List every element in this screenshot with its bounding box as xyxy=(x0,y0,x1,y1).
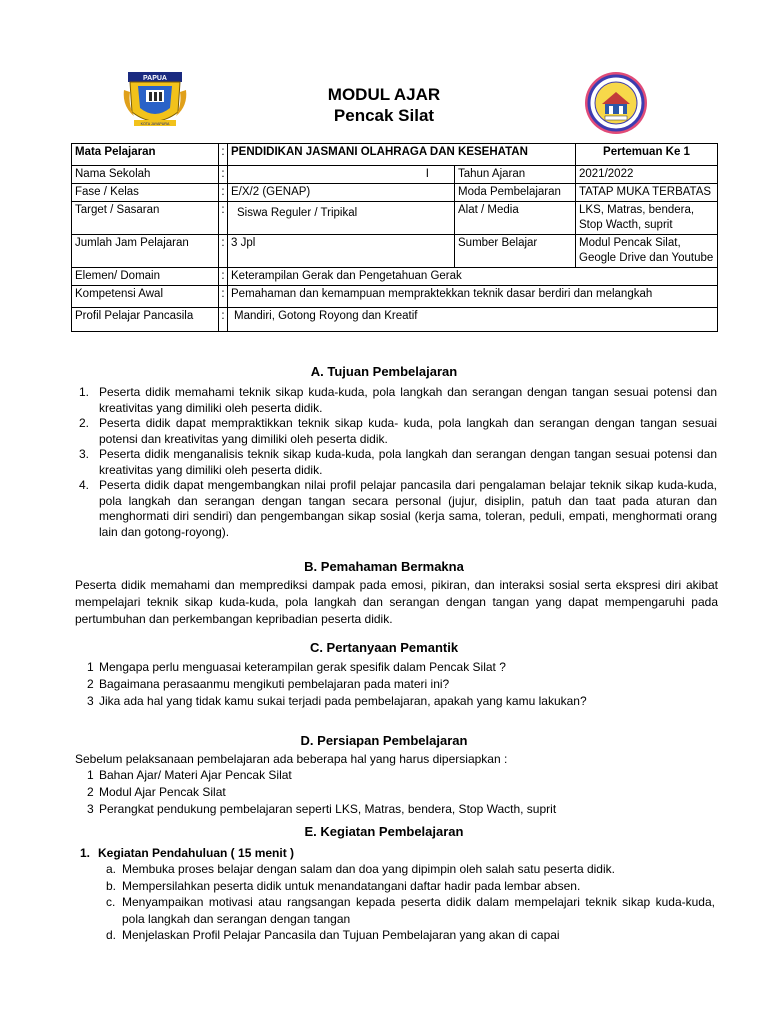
table-row xyxy=(72,268,718,286)
section-e-heading: E. Kegiatan Pembelajaran xyxy=(304,824,464,839)
colon: : xyxy=(219,184,228,202)
alat-label: Alat / Media xyxy=(455,202,576,235)
list-number: 3. xyxy=(79,447,90,461)
nama-sekolah-label: Nama Sekolah xyxy=(72,166,219,184)
list-item xyxy=(75,416,717,447)
list-text: Bagaimana perasaanmu mengikuti pembelajaran pada materi ini? xyxy=(99,677,450,691)
list-text: Modul Ajar Pencak Silat xyxy=(99,785,226,799)
list-text: Menjelaskan Profil Pelajar Pancasila dan Tujuan Pembelajaran yang akan di capai xyxy=(122,928,560,942)
list-number: 4. xyxy=(79,478,90,492)
section-b-heading: B. Pemahaman Bermakna xyxy=(304,559,464,574)
colon: : xyxy=(219,202,228,235)
sumber-label: Sumber Belajar xyxy=(455,235,576,268)
list-letter: a. xyxy=(106,862,117,876)
section-a-list xyxy=(75,385,717,540)
table-row xyxy=(72,166,718,184)
title-line-1: MODUL AJAR xyxy=(327,85,441,104)
list-letter: b. xyxy=(106,878,117,893)
list-text: Membuka proses belajar dengan salam dan doa yang dipimpin oleh salah satu peserta didik. xyxy=(122,862,615,876)
list-item xyxy=(75,801,717,818)
section-e-list xyxy=(98,861,715,944)
section-a-heading: A. Tujuan Pembelajaran xyxy=(310,364,458,379)
sub-number: 1. xyxy=(80,846,91,860)
list-item xyxy=(98,861,715,878)
list-number: 1 xyxy=(87,768,94,782)
table-row xyxy=(72,308,718,332)
list-item xyxy=(75,385,717,416)
table-row xyxy=(72,144,718,166)
alat-value: LKS, Matras, bendera, Stop Wacth, suprit xyxy=(576,202,718,235)
profil-label: Profil Pelajar Pancasila xyxy=(72,308,219,332)
logo-left-top-text: PAPUA xyxy=(143,75,167,82)
list-item xyxy=(98,878,715,895)
list-number: 3 xyxy=(87,694,94,708)
list-item xyxy=(75,767,717,784)
section-c-heading: C. Pertanyaan Pemantik xyxy=(309,640,459,655)
section-d-list xyxy=(75,767,717,818)
moda-label: Moda Pembelajaran xyxy=(455,184,576,202)
pertemuan-label: Pertemuan Ke 1 xyxy=(576,144,718,166)
fase-kelas-value: E/X/2 (GENAP) xyxy=(228,184,455,202)
list-item xyxy=(75,784,717,801)
document-title xyxy=(0,84,768,126)
table-row xyxy=(72,286,718,308)
jam-pelajaran-label: Jumlah Jam Pelajaran xyxy=(72,235,219,268)
list-text: Menyampaikan motivasi atau rangsangan kepada peserta didik dalam mempelajari teknik sikap kuda-kuda, pola langkah dan serangan dengan tangan xyxy=(122,895,715,926)
colon: : xyxy=(219,268,228,286)
section-d-intro: Sebelum pelaksanaan pembelajaran ada beberapa hal yang harus dipersiapkan : xyxy=(75,752,508,766)
nama-sekolah-value: I xyxy=(228,166,455,184)
fase-kelas-label: Fase / Kelas xyxy=(72,184,219,202)
list-text: Peserta didik memahami teknik sikap kuda-kuda, pola langkah dan serangan dengan tangan sesuai potensi dan kreativitas yang dimiliki oleh peserta didik. xyxy=(99,385,717,415)
tahun-ajaran-value: 2021/2022 xyxy=(576,166,718,184)
section-b-paragraph: Peserta didik memahami dan memprediksi dampak pada emosi, pikiran, dan interaksi sosial serta ekspresi diri akibat mempelajari teknik sikap kuda-kuda, pola langkah dan serangan dengan tangan yang dapat mempengaruhi pada pertumbuhan dan perkembangan kepribadian peserta didik. xyxy=(75,578,718,626)
table-row xyxy=(72,184,718,202)
section-d-heading: D. Persiapan Pembelajaran xyxy=(300,733,468,748)
mata-pelajaran-value: PENDIDIKAN JASMANI OLAHRAGA DAN KESEHATAN xyxy=(228,144,576,166)
list-text: Mengapa perlu menguasai keterampilan gerak spesifik dalam Pencak Silat ? xyxy=(99,660,506,674)
list-number: 2 xyxy=(87,677,94,691)
moda-value: TATAP MUKA TERBATAS xyxy=(576,184,718,202)
target-value: Siswa Reguler / Tripikal xyxy=(228,202,455,235)
list-number: 1 xyxy=(87,660,94,674)
list-text: Jika ada hal yang tidak kamu sukai terjadi pada pembelajaran, apakah yang kamu lakukan? xyxy=(99,694,587,708)
list-text: Peserta didik dapat mengembangkan nilai profil pelajar pancasila dari pengalaman belajar teknik sikap kuda-kuda, pola langkah dan serangan dengan tangan secara personal (jujur, disiplin, patuh dan taat pada aturan dan menghormati diri sendiri) dan pengembangan sikap sosial (kerja sama, toleran, peduli, empati, menghormati orang lain dan gotong-royong). xyxy=(99,478,717,539)
list-letter: c. xyxy=(106,895,116,909)
list-number: 3 xyxy=(87,802,94,816)
list-letter: d. xyxy=(106,928,117,942)
profil-value: Mandiri, Gotong Royong dan Kreatif xyxy=(228,308,718,332)
list-text: Mempersilahkan peserta didik untuk menandatangani daftar hadir pada lembar absen. xyxy=(122,878,581,893)
kegiatan-pendahuluan xyxy=(80,845,294,861)
elemen-label: Elemen/ Domain xyxy=(72,268,219,286)
elemen-value: Keterampilan Gerak dan Pengetahuan Gerak xyxy=(228,268,718,286)
sub-title: Kegiatan Pendahuluan ( 15 menit ) xyxy=(98,846,295,860)
list-item xyxy=(75,676,717,693)
colon: : xyxy=(219,308,228,332)
mata-pelajaran-label: Mata Pelajaran xyxy=(72,144,219,166)
section-c-list xyxy=(75,659,717,710)
list-item xyxy=(98,927,715,944)
colon: : xyxy=(219,235,228,268)
list-text: Bahan Ajar/ Materi Ajar Pencak Silat xyxy=(99,768,292,782)
list-text: Peserta didik menganalisis teknik sikap kuda-kuda, pola langkah dan serangan dengan tangan sesuai potensi dan kreativitas yang dimiliki oleh peserta didik. xyxy=(99,447,717,477)
list-item xyxy=(75,659,717,676)
colon: : xyxy=(219,286,228,308)
table-row xyxy=(72,235,718,268)
target-label: Target / Sasaran xyxy=(72,202,219,235)
colon: : xyxy=(219,144,228,166)
list-item xyxy=(75,447,717,478)
list-number: 2. xyxy=(79,416,90,430)
sumber-value: Modul Pencak Silat, Geogle Drive dan Youtube xyxy=(576,235,718,268)
list-item xyxy=(75,693,717,710)
list-item xyxy=(98,894,715,927)
kompetensi-label: Kompetensi Awal xyxy=(72,286,219,308)
kompetensi-value: Pemahaman dan kemampuan mempraktekkan teknik dasar berdiri dan melangkah xyxy=(228,286,718,308)
jam-pelajaran-value: 3 Jpl xyxy=(228,235,455,268)
module-info-table xyxy=(71,143,718,332)
table-row xyxy=(72,202,718,235)
list-text: Perangkat pendukung pembelajaran seperti LKS, Matras, bendera, Stop Wacth, suprit xyxy=(99,802,557,816)
colon: : xyxy=(219,166,228,184)
tahun-ajaran-label: Tahun Ajaran xyxy=(455,166,576,184)
title-line-2: Pencak Silat xyxy=(333,106,435,125)
list-number: 2 xyxy=(87,785,94,799)
list-item xyxy=(75,478,717,540)
list-number: 1. xyxy=(79,385,90,399)
list-text: Peserta didik dapat mempraktikkan teknik sikap kuda- kuda, pola langkah dan serangan dengan tangan sesuai potensi dan kreativitas yang dimiliki oleh peserta didik. xyxy=(99,416,717,446)
logo-left-bottom-text: KOTA JAYAPURA xyxy=(140,122,170,126)
